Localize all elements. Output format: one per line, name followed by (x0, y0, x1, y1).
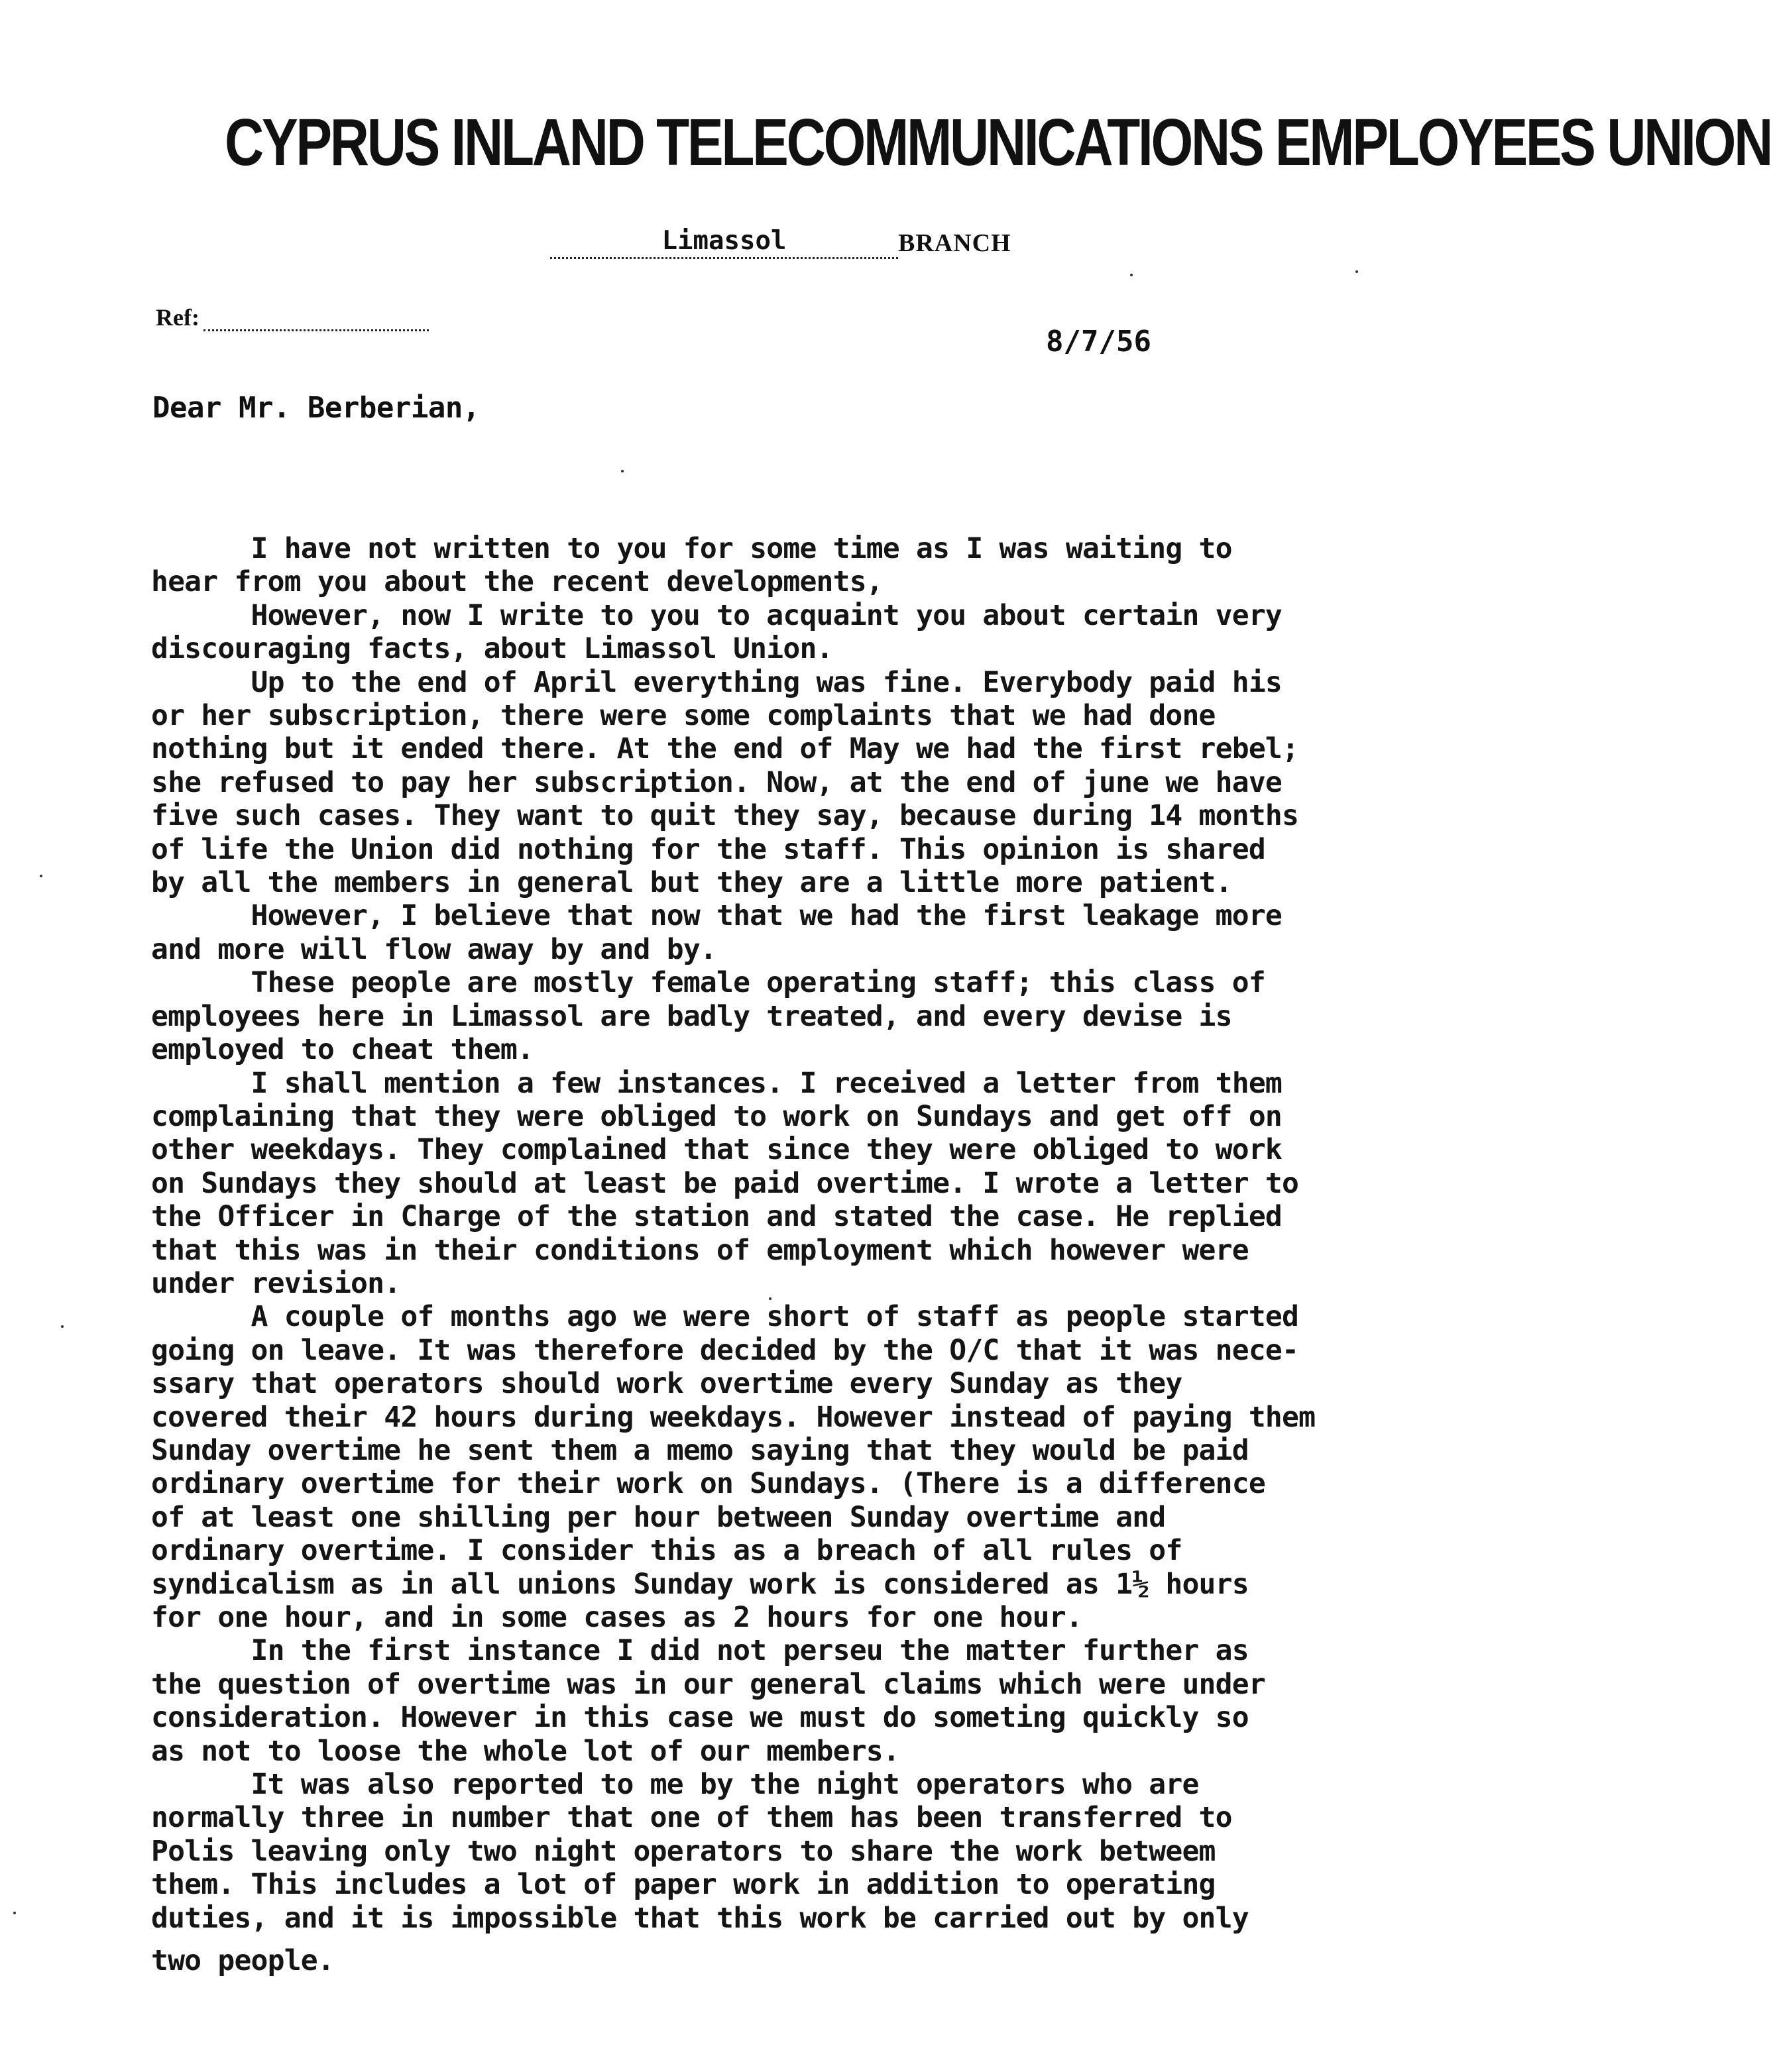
body-line: Sunday overtime he sent them a memo saying that they would be paid (151, 1433, 1249, 1467)
letter-date: 8/7/56 (1046, 325, 1151, 358)
body-line: normally three in number that one of them has been transferred to (151, 1801, 1232, 1835)
branch-name: Limassol (550, 225, 898, 259)
reference-field (156, 303, 429, 331)
body-line: employees here in Limassol are badly treated, and every devise is (151, 999, 1232, 1033)
paper-speck (1355, 270, 1358, 273)
body-line: It was also reported to me by the night operators who are (151, 1768, 1199, 1802)
body-line: However, I believe that now that we had the first leakage more (151, 899, 1282, 933)
body-line: A couple of months ago we were short of staff as people started (151, 1300, 1299, 1334)
body-line: the question of overtime was in our general claims which were under (151, 1667, 1265, 1701)
body-line: duties, and it is impossible that this work be carried out by only (151, 1901, 1249, 1935)
body-line: I shall mention a few instances. I received a letter from them (151, 1066, 1282, 1100)
body-line: going on leave. It was therefore decided by the O/C that it was nece- (151, 1333, 1299, 1367)
body-line: that this was in their conditions of employment which however were (151, 1233, 1249, 1267)
body-line: on Sundays they should at least be paid overtime. I wrote a letter to (151, 1166, 1299, 1200)
body-line: and more will flow away by and by. (151, 932, 716, 966)
body-line: of at least one shilling per hour between Sunday overtime and (151, 1500, 1166, 1534)
paper-speck (1130, 274, 1133, 276)
body-line: the Officer in Charge of the station and stated the case. He replied (151, 1200, 1282, 1234)
body-line: as not to loose the whole lot of our members. (151, 1734, 899, 1768)
paper-speck (769, 1297, 771, 1300)
body-line: covered their 42 hours during weekdays. However instead of paying them (151, 1400, 1316, 1434)
body-line: I have not written to you for some time as I was waiting to (151, 532, 1232, 565)
salutation: Dear Mr. Berberian, (152, 391, 480, 425)
paper-speck (61, 1325, 64, 1328)
body-line: discouraging facts, about Limassol Union. (151, 632, 833, 666)
body-line: of life the Union did nothing for the staff. This opinion is shared (151, 832, 1265, 866)
paper-speck (13, 1912, 16, 1914)
branch-line (550, 225, 1011, 272)
body-line: five such cases. They want to quit they say, because during 14 months (151, 799, 1299, 833)
body-line: under revision. (151, 1266, 401, 1300)
body-line: ordinary overtime. I consider this as a breach of all rules of (151, 1534, 1182, 1568)
ref-blank-line (203, 309, 429, 331)
letter-body (151, 532, 1570, 1977)
body-line: In the first instance I did not perseu the matter further as (151, 1634, 1249, 1668)
closing-line: two people. (151, 1944, 334, 1978)
ref-label: Ref: (156, 304, 200, 331)
body-line: syndicalism as in all unions Sunday work is considered as 1½ hours (151, 1567, 1249, 1601)
paper-speck (621, 470, 624, 472)
body-line: However, now I write to you to acquaint you about certain very (151, 598, 1282, 632)
body-line: other weekdays. They complained that since they were obliged to work (151, 1133, 1282, 1167)
body-line: by all the members in general but they are a little more patient. (151, 866, 1232, 900)
body-line: Up to the end of April everything was fine. Everybody paid his (151, 665, 1282, 699)
body-line: employed to cheat them. (151, 1033, 534, 1067)
body-line: hear from you about the recent developments, (151, 565, 883, 599)
body-line: Polis leaving only two night operators to share the work betweem (151, 1834, 1216, 1868)
body-line: nothing but it ended there. At the end of May we had the first rebel; (151, 732, 1299, 766)
paper-speck (40, 875, 42, 877)
body-line: for one hour, and in some cases as 2 hours for one hour. (151, 1601, 1082, 1634)
body-line: ssary that operators should work overtime every Sunday as they (151, 1367, 1182, 1401)
body-line: or her subscription, there were some complaints that we had done (151, 699, 1216, 733)
body-line: complaining that they were obliged to work on Sundays and get off on (151, 1099, 1282, 1133)
branch-label: BRANCH (898, 229, 1011, 257)
body-line: consideration. However in this case we must do someting quickly so (151, 1701, 1249, 1735)
body-line: them. This includes a lot of paper work in addition to operating (151, 1868, 1216, 1902)
body-line: ordinary overtime for their work on Sundays. (There is a difference (151, 1467, 1265, 1501)
body-line: These people are mostly female operating staff; this class of (151, 966, 1265, 1000)
letterhead-title: CYPRUS INLAND TELECOMMUNICATIONS EMPLOYEES UNION (225, 105, 1771, 180)
body-line: she refused to pay her subscription. Now, at the end of june we have (151, 765, 1282, 799)
